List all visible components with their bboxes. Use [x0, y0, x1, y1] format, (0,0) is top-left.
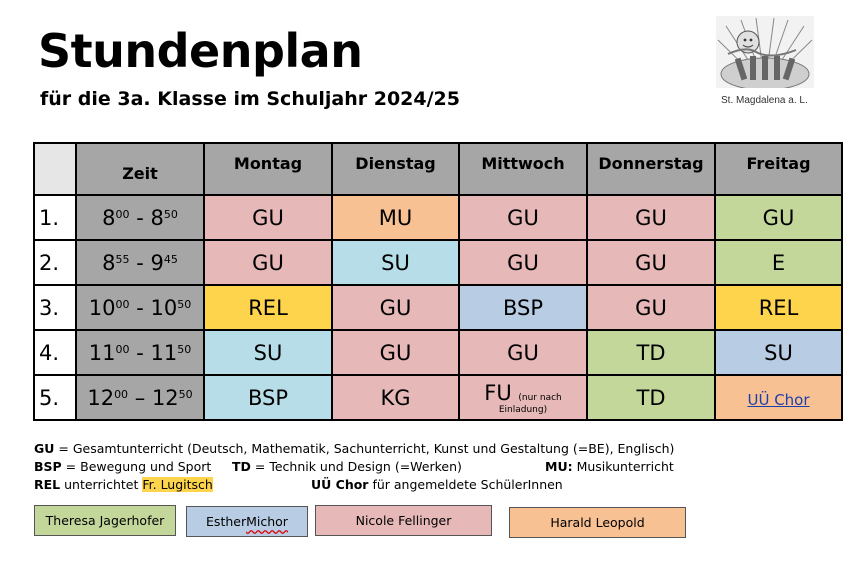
legend-text: unterrichtet [60, 477, 143, 492]
lesson-cell: E [715, 240, 842, 285]
lesson-cell-fu [459, 375, 587, 420]
legend-line-rel [34, 477, 213, 492]
legend-line-gu [34, 441, 674, 456]
legend-line-ue [311, 477, 563, 492]
table-row [34, 195, 842, 240]
lesson-cell: GU [204, 195, 332, 240]
teacher-badge: Theresa Jagerhofer [34, 505, 176, 536]
table-row [34, 375, 842, 420]
lesson-cell: SU [332, 240, 459, 285]
lesson-cell: SU [715, 330, 842, 375]
lesson-cell: REL [715, 285, 842, 330]
period-number: 5. [34, 375, 76, 420]
timetable-header-row [34, 143, 842, 195]
lesson-cell: GU [587, 285, 715, 330]
period-time: $11^{00} - 11^{50}$ [76, 330, 204, 375]
legend-text: = Bewegung und Sport [61, 459, 212, 474]
lesson-cell: GU [332, 285, 459, 330]
logo-caption: St. Magdalena a. L. [721, 95, 808, 106]
day-header-wednesday: Mittwoch [459, 143, 587, 195]
lesson-cell: BSP [204, 375, 332, 420]
lesson-cell: TD [587, 330, 715, 375]
lesson-cell: GU [459, 240, 587, 285]
legend-text: = Gesamtunterricht (Deutsch, Mathematik, Sachunterricht, Kunst und Gestaltung (=BE), Englisch) [54, 441, 675, 456]
legend-abbr: MU: [545, 459, 573, 474]
fu-label: FU [484, 380, 512, 405]
lesson-cell-choir [715, 375, 842, 420]
table-row [34, 240, 842, 285]
page-title: Stundenplan [38, 24, 363, 78]
school-logo-icon [716, 16, 814, 88]
lesson-cell: GU [459, 195, 587, 240]
legend-line-mu [545, 459, 674, 474]
corner-cell [34, 143, 76, 195]
period-number: 2. [34, 240, 76, 285]
period-time: $10^{00} - 10^{50}$ [76, 285, 204, 330]
lesson-cell: GU [715, 195, 842, 240]
lesson-cell: BSP [459, 285, 587, 330]
period-time: $8^{00} - 8^{50}$ [76, 195, 204, 240]
period-time: $8^{55} - 9^{45}$ [76, 240, 204, 285]
lesson-cell: GU [204, 240, 332, 285]
fu-note: (nur nach [518, 392, 562, 403]
period-number: 1. [34, 195, 76, 240]
teacher-first-name: Esther [206, 514, 247, 529]
teacher-badge: Harald Leopold [509, 507, 686, 538]
legend-line-td [232, 459, 462, 474]
legend-abbr: REL [34, 477, 61, 492]
page-subtitle: für die 3a. Klasse im Schuljahr 2024/25 [40, 88, 460, 110]
choir-link[interactable]: UÜ Chor [747, 390, 810, 409]
lesson-cell: GU [332, 330, 459, 375]
day-header-tuesday: Dienstag [332, 143, 459, 195]
table-row [34, 285, 842, 330]
lesson-cell: MU [332, 195, 459, 240]
day-header-thursday: Donnerstag [587, 143, 715, 195]
legend-abbr: UÜ Chor [311, 477, 369, 492]
legend-abbr: GU [34, 441, 55, 456]
day-header-friday: Freitag [715, 143, 842, 195]
fu-note-line2: Einladung) [498, 404, 548, 415]
lesson-cell: SU [204, 330, 332, 375]
period-number: 3. [34, 285, 76, 330]
legend-text: Musikunterricht [572, 459, 674, 474]
lesson-cell: GU [587, 240, 715, 285]
lesson-cell: REL [204, 285, 332, 330]
legend-line-bsp [34, 459, 211, 474]
timetable [33, 142, 843, 421]
teacher-last-name: Michor [246, 514, 288, 529]
period-time: $12^{00} - 12^{50}$ [76, 375, 204, 420]
lesson-cell: GU [587, 195, 715, 240]
legend-abbr: TD [232, 459, 251, 474]
table-row [34, 330, 842, 375]
rel-teacher-highlight: Fr. Lugitsch [142, 477, 213, 492]
legend-text: für angemeldete SchülerInnen [368, 477, 563, 492]
teacher-badge [186, 506, 308, 537]
lesson-cell: KG [332, 375, 459, 420]
legend-text: = Technik und Design (=Werken) [250, 459, 462, 474]
period-number: 4. [34, 330, 76, 375]
legend-abbr: BSP [34, 459, 62, 474]
time-header: Zeit [76, 143, 204, 195]
lesson-cell: TD [587, 375, 715, 420]
lesson-cell: GU [459, 330, 587, 375]
day-header-monday: Montag [204, 143, 332, 195]
teacher-badge: Nicole Fellinger [315, 505, 492, 536]
